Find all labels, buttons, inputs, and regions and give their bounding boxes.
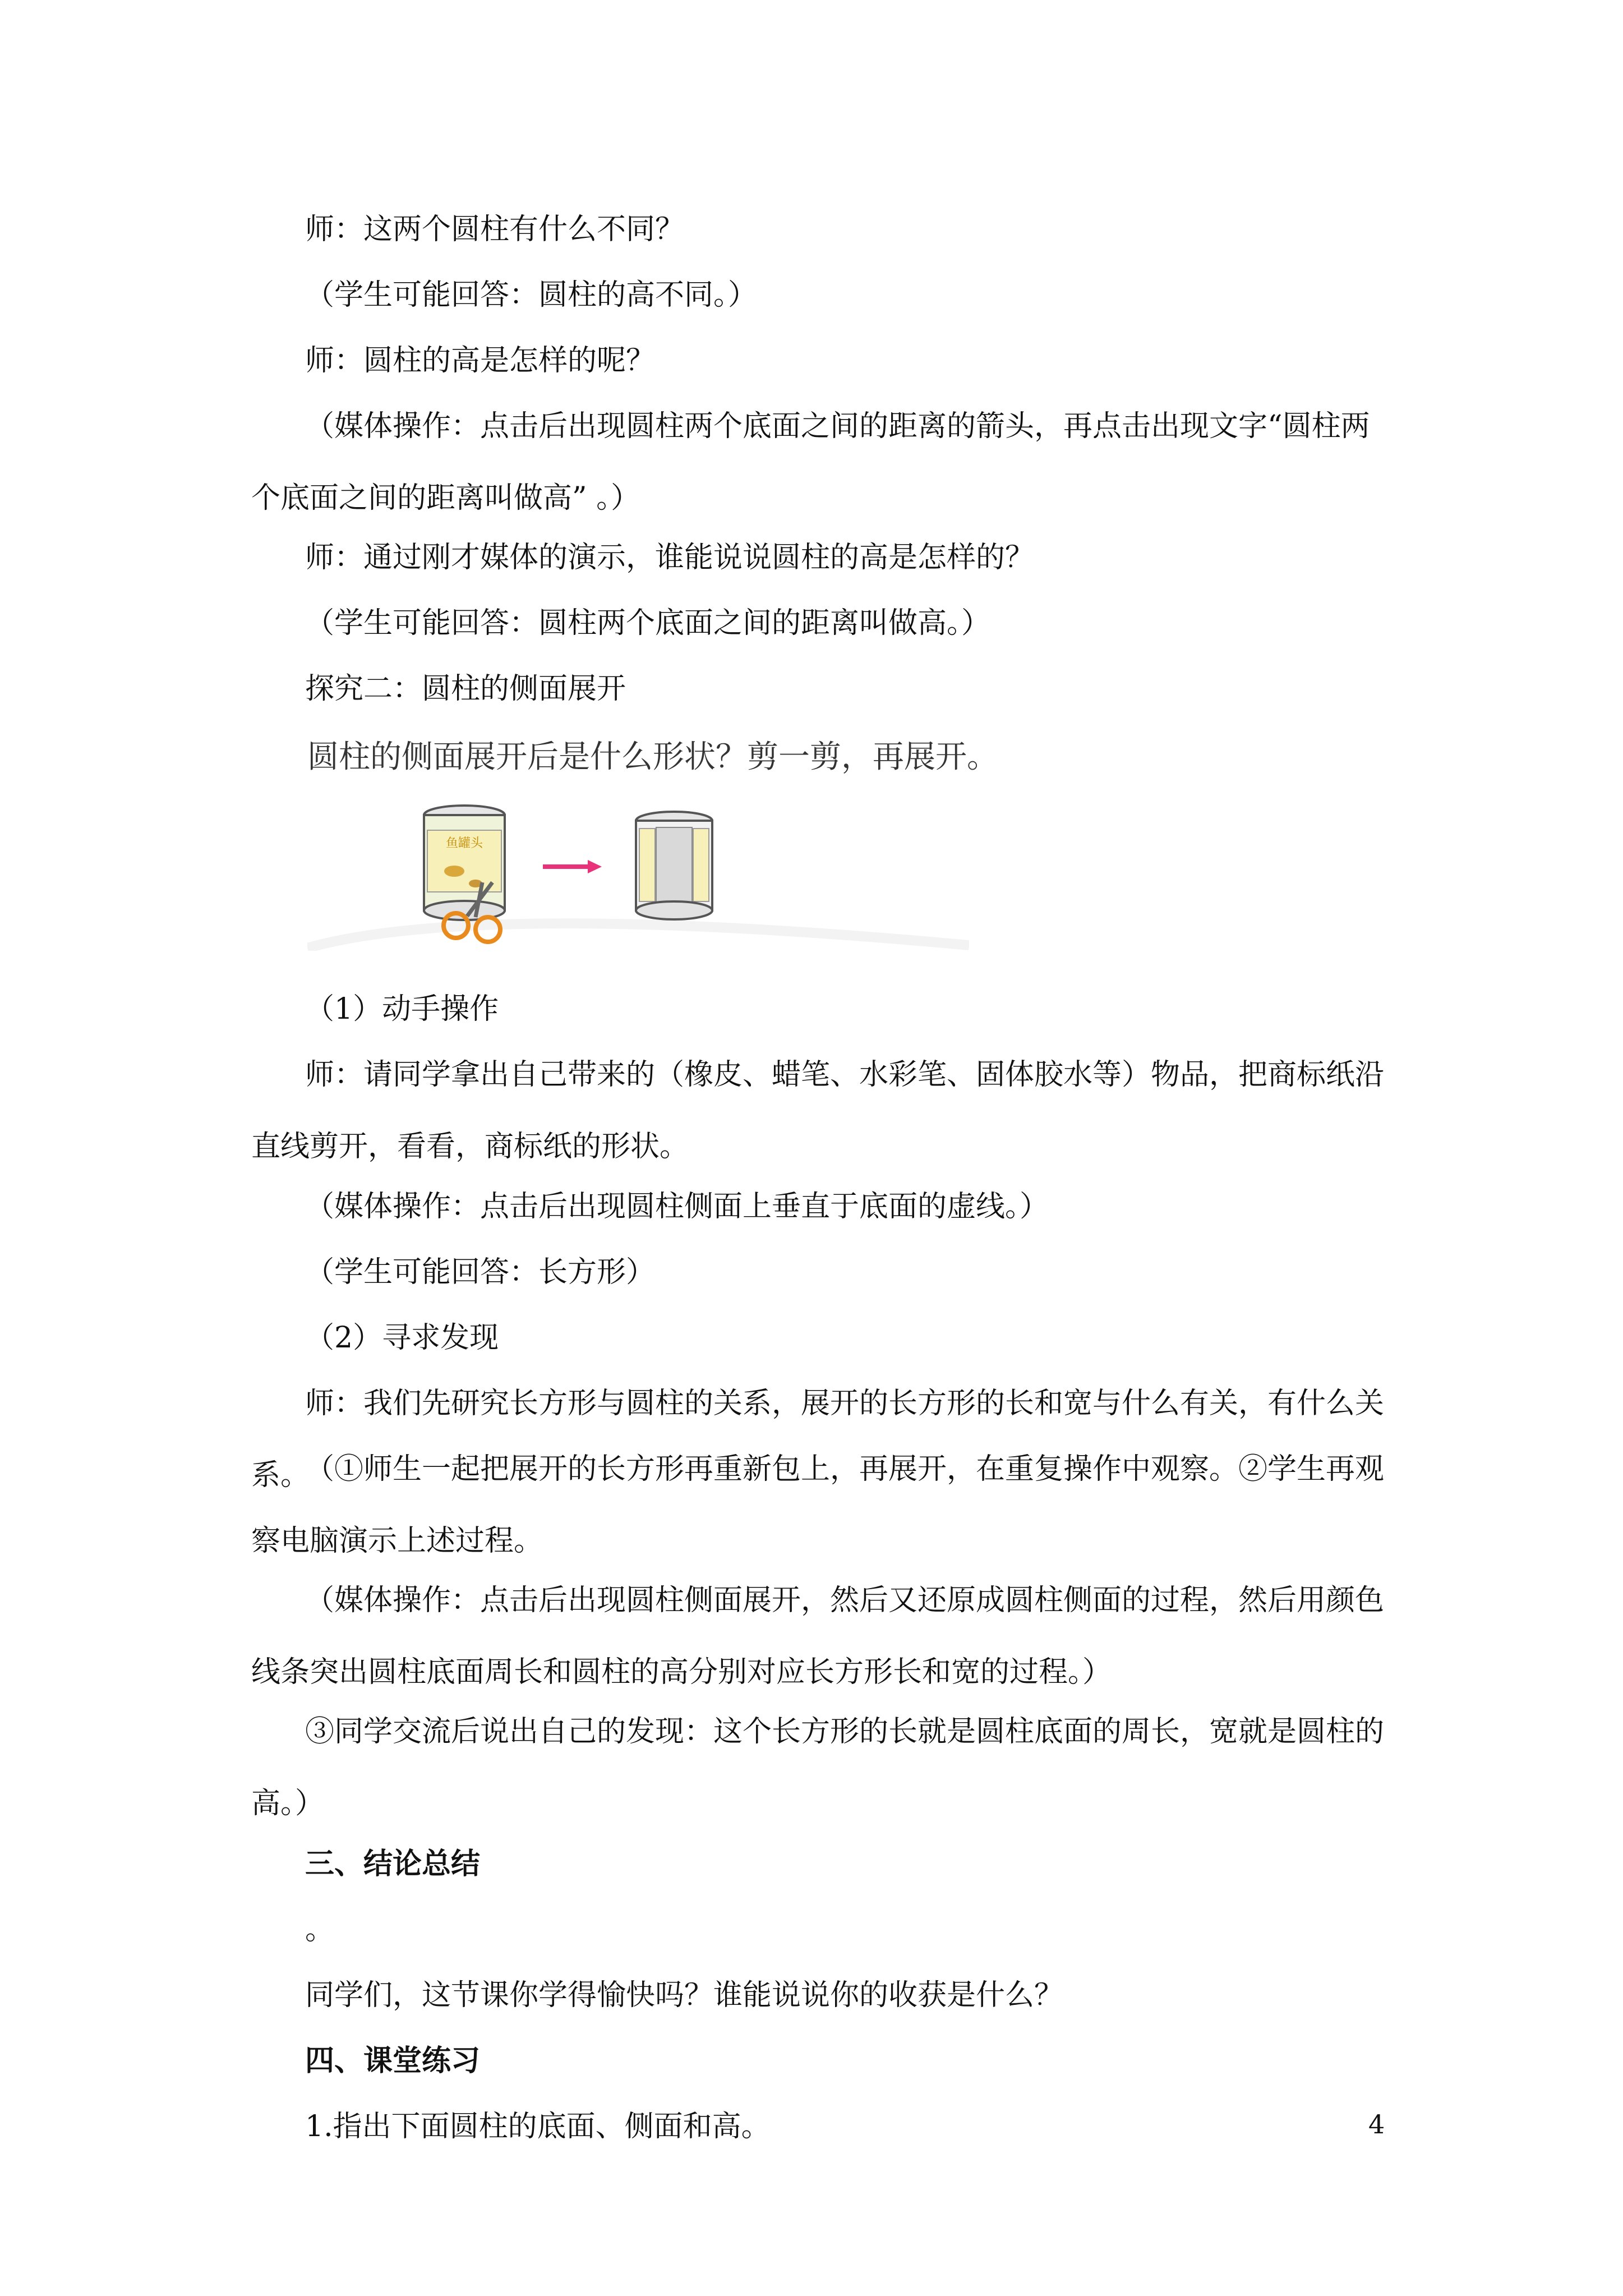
section-subheading: 探究二：圆柱的侧面展开 (305, 672, 626, 706)
section-heading-conclusion: 三、结论总结 (305, 1847, 481, 1881)
arrow-icon (543, 860, 602, 873)
paragraph-teacher-question: 师：通过刚才媒体的演示，谁能说说圆柱的高是怎样的？ (305, 541, 1035, 574)
step-heading: （1）动手操作 (305, 992, 499, 1026)
paragraph-discovery: ③同学交流后说出自己的发现：这个长方形的长就是圆柱底面的周长，宽就是圆柱的高。） (251, 1715, 1385, 1820)
cylinder-unfold-figure (307, 732, 998, 951)
paragraph-media-operation: （媒体操作：点击后出现圆柱侧面上垂直于底面的虚线。） (305, 1190, 1049, 1223)
paragraph-student-answer: （学生可能回答：圆柱的高不同。） (305, 278, 758, 312)
step-heading: （2）寻求发现 (305, 1321, 499, 1355)
can-illustration (307, 732, 998, 951)
paragraph-media-operation: （媒体操作：点击后出现圆柱侧面展开，然后又还原成圆柱侧面的过程，然后用颜色线条突出圆柱底面周长和圆柱的高分别对应长方形长和宽的过程。） (251, 1584, 1385, 1689)
section-heading-practice: 四、课堂练习 (305, 2044, 481, 2078)
paragraph-summary-question: 同学们，这节课你学得愉快吗？谁能说说你的收获是什么？ (305, 1978, 1064, 2012)
paragraph-student-answer: （学生可能回答：圆柱两个底面之间的距离叫做高。） (305, 606, 991, 640)
unwrapped-can-icon (636, 812, 712, 919)
figure-caption: 圆柱的侧面展开后是什么形状？剪一剪，再展开。 (307, 739, 998, 775)
svg-text:鱼罐头: 鱼罐头 (445, 836, 483, 850)
paragraph-teacher-question: 师：这两个圆柱有什么不同？ (305, 213, 685, 246)
paragraph-teacher-question: 师：圆柱的高是怎样的呢？ (305, 344, 656, 378)
paragraph-media-operation: （媒体操作：点击后出现圆柱两个底面之间的距离的箭头，再点击出现文字“圆柱两个底面之间的距离叫做高” 。） (251, 409, 1370, 515)
paragraph-student-answer: （学生可能回答：长方形） (305, 1255, 656, 1289)
page-number: 4 (1368, 2109, 1385, 2139)
paragraph-exercise: 1.指出下面圆柱的底面、侧面和高。 (305, 2110, 771, 2143)
paragraph-teacher-instruction: 师：请同学拿出自己带来的（橡皮、蜡笔、水彩笔、固体胶水等）物品，把商标纸沿直线剪开，看看，商标纸的形状。 (251, 1058, 1385, 1163)
paragraph-period: 。 (305, 1913, 335, 1947)
paragraph-teacher-question: 师：我们先研究长方形与圆柱的关系，展开的长方形的长和宽与什么有关，有什么关系。 (251, 1387, 1385, 1492)
paragraph-activity: （①师生一起把展开的长方形再重新包上，再展开，在重复操作中观察。②学生再观察电脑演示上述过程。 (251, 1452, 1385, 1558)
